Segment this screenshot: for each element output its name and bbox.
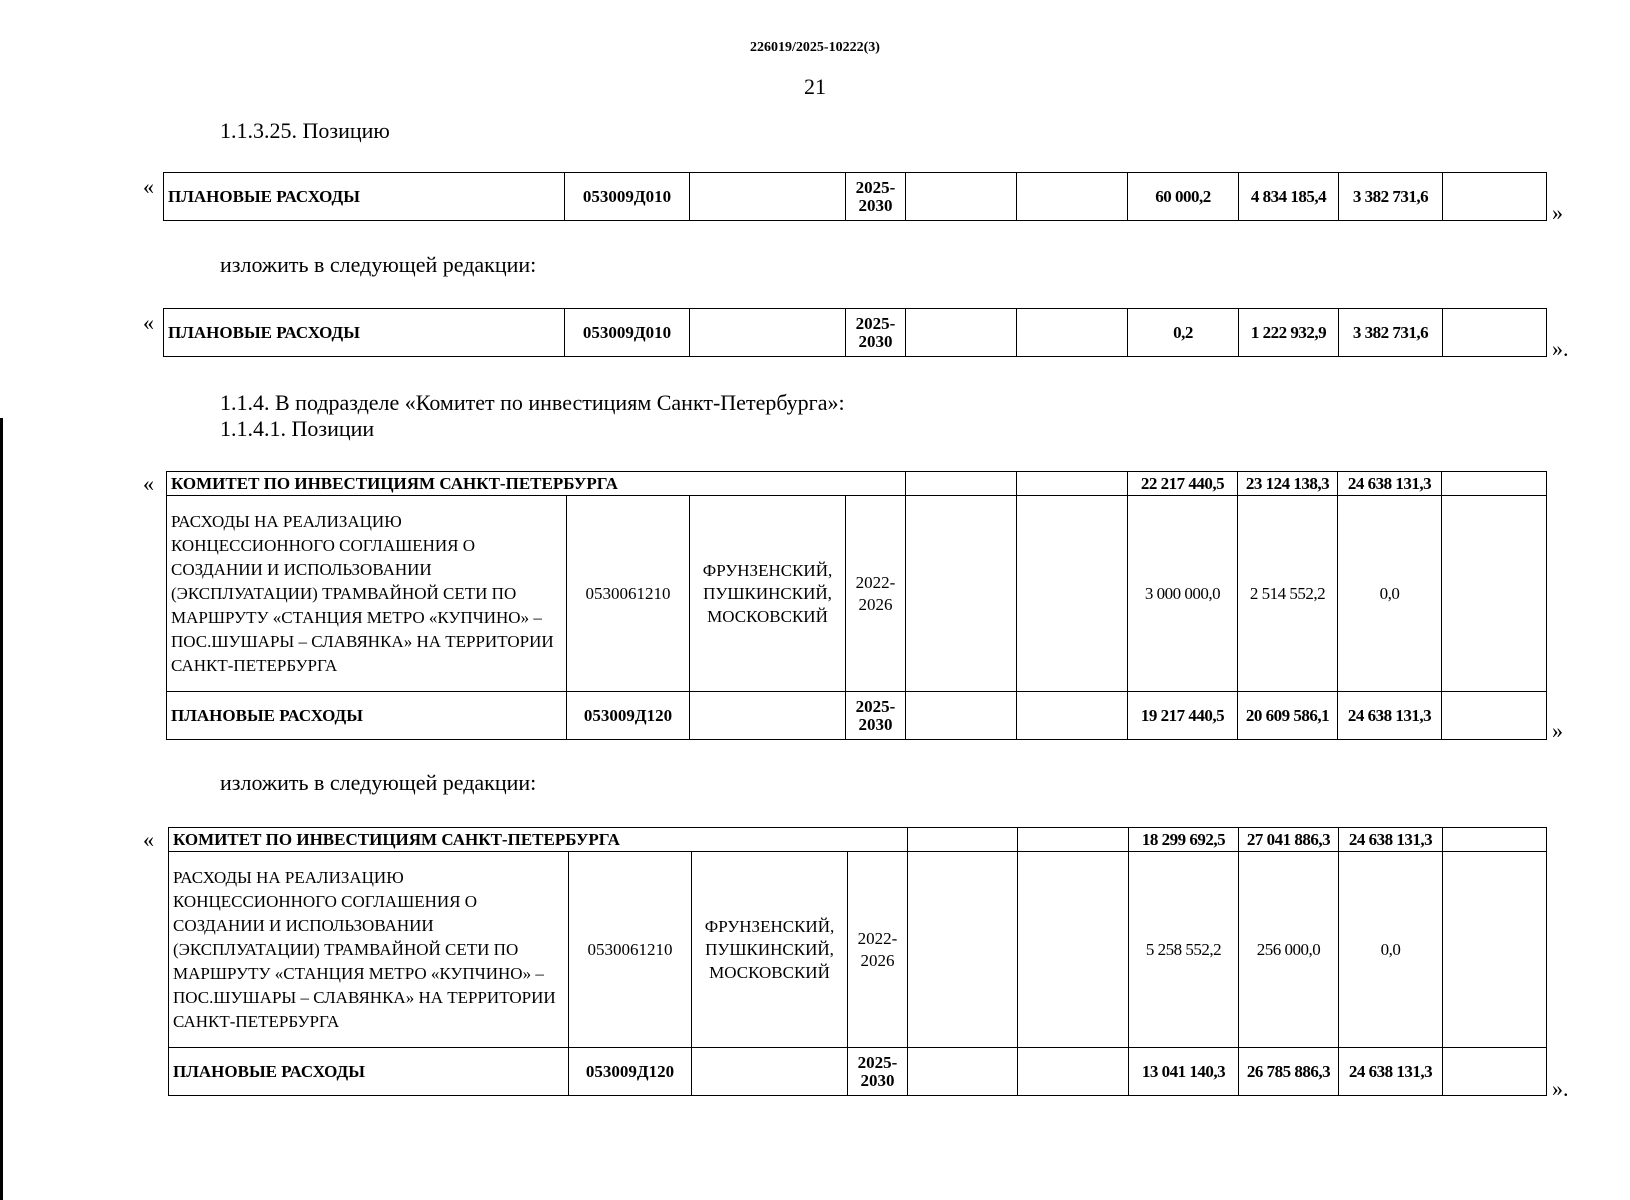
row-name: ПЛАНОВЫЕ РАСХОДЫ (167, 692, 567, 740)
close-quote: » (1552, 200, 1563, 225)
empty-cell (1017, 472, 1128, 496)
empty-cell (1443, 309, 1547, 357)
value-2025: 60 000,2 (1128, 173, 1239, 221)
empty-cell (906, 496, 1017, 692)
value-2025: 22 217 440,5 (1128, 472, 1238, 496)
value-2026: 20 609 586,1 (1238, 692, 1338, 740)
value-2027: 24 638 131,3 (1338, 472, 1442, 496)
row-years: 2025- 2030 (848, 1048, 908, 1096)
page-number: 21 (804, 74, 826, 99)
row-years: 2025- 2030 (846, 309, 906, 357)
committee-name: КОМИТЕТ ПО ИНВЕСТИЦИЯМ САНКТ-ПЕТЕРБУРГА (169, 828, 908, 852)
empty-cell (1017, 173, 1128, 221)
value-2026: 26 785 886,3 (1239, 1048, 1339, 1096)
empty-cell (690, 309, 846, 357)
close-quote: ». (1552, 336, 1569, 361)
row-code: 053009Д010 (565, 173, 690, 221)
row-name: РАСХОДЫ НА РЕАЛИЗАЦИЮ КОНЦЕССИОННОГО СОГЛАШЕНИЯ О СОЗДАНИИ И ИСПОЛЬЗОВАНИИ (ЭКСПЛУАТАЦИИ) ТРАМВАЙНОЙ СЕТИ ПО МАРШРУТУ «СТАНЦИЯ МЕТРО «КУПЧИНО» – ПОС.ШУШАРЫ – СЛАВЯНКА» НА ТЕРРИТОРИИ САНКТ-ПЕТЕРБУРГА (169, 852, 569, 1048)
value-2027: 3 382 731,6 (1339, 309, 1443, 357)
paragraph-1-1-3-25: 1.1.3.25. Позицию (220, 118, 390, 143)
value-2026: 2 514 552,2 (1238, 496, 1338, 692)
row-name: ПЛАНОВЫЕ РАСХОДЫ (164, 309, 565, 357)
value-2027: 0,0 (1338, 496, 1442, 692)
open-quote: « (143, 310, 154, 335)
table-row (167, 692, 1547, 740)
paragraph-1-1-4: 1.1.4. В подразделе «Комитет по инвестициям Санкт-Петербурга»: (220, 390, 845, 415)
paragraph-new-edition-2: изложить в следующей редакции: (220, 770, 537, 795)
value-2025: 18 299 692,5 (1129, 828, 1239, 852)
value-2025: 19 217 440,5 (1128, 692, 1238, 740)
empty-cell (1442, 692, 1547, 740)
paragraph-1-1-4-1: 1.1.4.1. Позиции (220, 416, 375, 441)
table-row (169, 1048, 1547, 1096)
empty-cell (1442, 472, 1547, 496)
table-row (164, 173, 1547, 221)
empty-cell (690, 692, 846, 740)
table-committee-old (166, 471, 1547, 740)
row-code: 053009Д120 (569, 1048, 692, 1096)
empty-cell (1442, 496, 1547, 692)
value-2026: 1 222 932,9 (1239, 309, 1339, 357)
document-number: 226019/2025-10222(3) (750, 40, 880, 55)
open-quote: « (143, 827, 154, 852)
empty-cell (1018, 828, 1129, 852)
value-2026: 4 834 185,4 (1239, 173, 1339, 221)
value-2026: 23 124 138,3 (1238, 472, 1338, 496)
close-quote: » (1552, 718, 1563, 743)
empty-cell (906, 692, 1017, 740)
empty-cell (906, 309, 1017, 357)
table-position-old (163, 172, 1547, 221)
empty-cell (1018, 852, 1129, 1048)
table-row (164, 309, 1547, 357)
row-years: 2022- 2026 (846, 496, 906, 692)
row-years: 2025- 2030 (846, 692, 906, 740)
row-years: 2025- 2030 (846, 173, 906, 221)
empty-cell (1443, 173, 1547, 221)
row-districts: ФРУНЗЕНСКИЙ, ПУШКИНСКИЙ, МОСКОВСКИЙ (690, 496, 846, 692)
empty-cell (1017, 309, 1128, 357)
empty-cell (908, 1048, 1018, 1096)
close-quote: ». (1552, 1076, 1569, 1101)
empty-cell (906, 472, 1017, 496)
empty-cell (1443, 852, 1547, 1048)
table-row (167, 496, 1547, 692)
row-code: 053009Д010 (565, 309, 690, 357)
empty-cell (906, 173, 1017, 221)
empty-cell (908, 828, 1018, 852)
empty-cell (692, 1048, 848, 1096)
row-name: РАСХОДЫ НА РЕАЛИЗАЦИЮ КОНЦЕССИОННОГО СОГЛАШЕНИЯ О СОЗДАНИИ И ИСПОЛЬЗОВАНИИ (ЭКСПЛУАТАЦИИ) ТРАМВАЙНОЙ СЕТИ ПО МАРШРУТУ «СТАНЦИЯ МЕТРО «КУПЧИНО» – ПОС.ШУШАРЫ – СЛАВЯНКА» НА ТЕРРИТОРИИ САНКТ-ПЕТЕРБУРГА (167, 496, 567, 692)
value-2025: 5 258 552,2 (1129, 852, 1239, 1048)
table-header-row (167, 472, 1547, 496)
table-committee-new (168, 827, 1547, 1096)
empty-cell (1443, 1048, 1547, 1096)
empty-cell (1018, 1048, 1129, 1096)
open-quote: « (143, 471, 154, 496)
empty-cell (908, 852, 1018, 1048)
table-header-row (169, 828, 1547, 852)
row-years: 2022- 2026 (848, 852, 908, 1048)
empty-cell (1017, 496, 1128, 692)
value-2027: 24 638 131,3 (1339, 1048, 1443, 1096)
row-districts: ФРУНЗЕНСКИЙ, ПУШКИНСКИЙ, МОСКОВСКИЙ (692, 852, 848, 1048)
open-quote: « (143, 174, 154, 199)
row-code: 053009Д120 (567, 692, 690, 740)
table-position-new (163, 308, 1547, 357)
value-2027: 24 638 131,3 (1338, 692, 1442, 740)
table-row (169, 852, 1547, 1048)
value-2027: 0,0 (1339, 852, 1443, 1048)
scan-edge-line (0, 418, 3, 1200)
empty-cell (690, 173, 846, 221)
empty-cell (1017, 692, 1128, 740)
value-2025: 13 041 140,3 (1129, 1048, 1239, 1096)
paragraph-new-edition-1: изложить в следующей редакции: (220, 252, 537, 277)
value-2027: 24 638 131,3 (1339, 828, 1443, 852)
row-name: ПЛАНОВЫЕ РАСХОДЫ (169, 1048, 569, 1096)
value-2027: 3 382 731,6 (1339, 173, 1443, 221)
empty-cell (1443, 828, 1547, 852)
row-code: 0530061210 (569, 852, 692, 1048)
row-name: ПЛАНОВЫЕ РАСХОДЫ (164, 173, 565, 221)
row-code: 0530061210 (567, 496, 690, 692)
committee-name: КОМИТЕТ ПО ИНВЕСТИЦИЯМ САНКТ-ПЕТЕРБУРГА (167, 472, 906, 496)
value-2025: 3 000 000,0 (1128, 496, 1238, 692)
value-2025: 0,2 (1128, 309, 1239, 357)
value-2026: 27 041 886,3 (1239, 828, 1339, 852)
value-2026: 256 000,0 (1239, 852, 1339, 1048)
